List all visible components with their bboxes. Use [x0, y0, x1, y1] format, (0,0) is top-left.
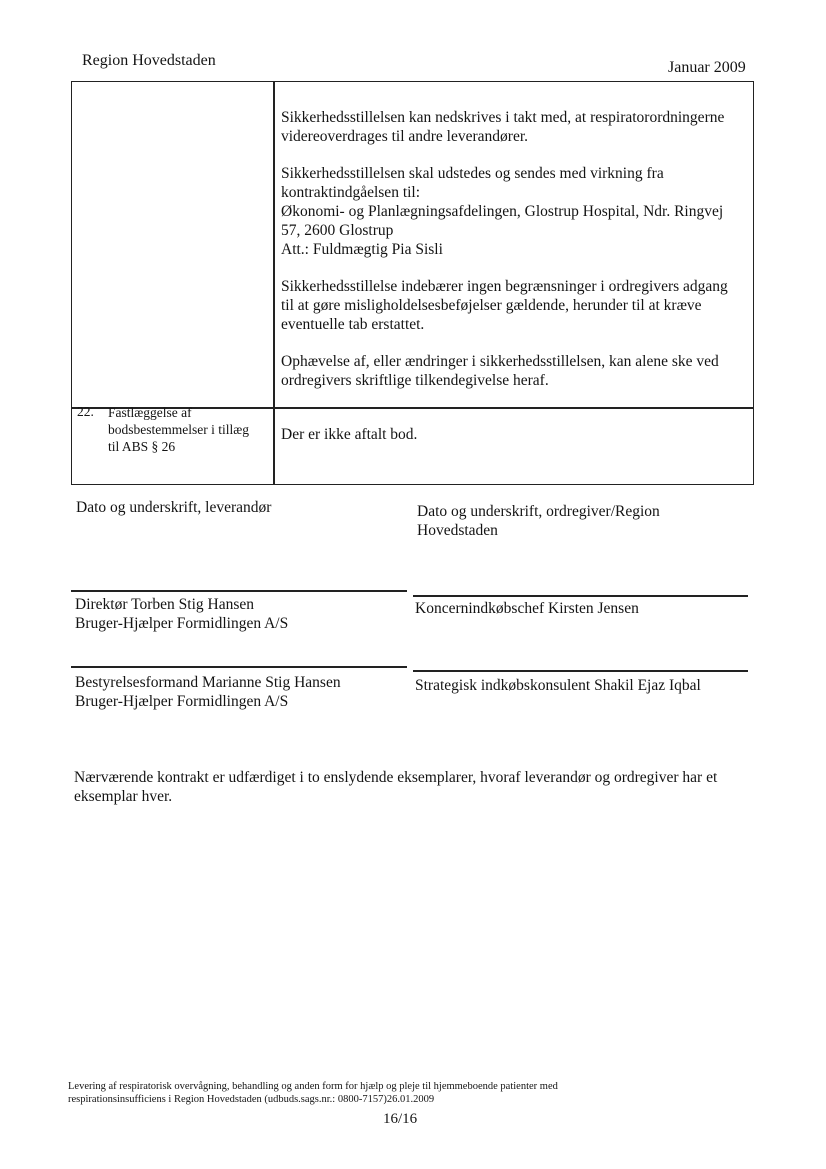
table-row2-number: 22. [77, 404, 94, 419]
table-row1-content [281, 108, 749, 408]
signature-line-buyer-1 [413, 595, 748, 597]
header-date: Januar 2009 [668, 59, 746, 76]
signature-heading-buyer: Dato og underskrift, ordregiver/Region Hovedstaden [417, 503, 660, 539]
table-row2-label: Fastlæggelse af bodsbestemmelser i tillæg til ABS § 26 [108, 405, 249, 454]
signature-line-buyer-2 [413, 670, 748, 672]
signatory-supplier-chairman: Bestyrelsesformand Marianne Stig Hansen Bruger-Hjælper Formidlingen A/S [75, 674, 341, 710]
footer-description: Levering af respiratorisk overvågning, behandling og anden form for hjælp og pleje til hjemmeboende patienter med respirationsinsufficiens i Region Hovedstaden (udbuds.sags.nr.: 0800-7157)26.01.2009 [68, 1081, 558, 1105]
closing-statement: Nærværende kontrakt er udfærdiget i to enslydende eksemplarer, hvoraf leverandør og ordregiver har et eksemplar hver. [74, 769, 718, 805]
signature-line-supplier-2 [71, 666, 407, 668]
paragraph-issuance: Sikkerhedsstillelsen skal udstedes og sendes med virkning fra kontraktindgåelsen til: Økonomi- og Planlægningsafdelingen, Glostrup Hospital, Ndr. Ringvej 57, 2600 Glostrup Att.: Fuldmægtig Pia Sisli [281, 165, 724, 258]
paragraph-reduction: Sikkerhedsstillelsen kan nedskrives i takt med, at respiratorordningerne videreoverdrages til andre leverandører. [281, 109, 725, 145]
table-row2-content: Der er ikke aftalt bod. [281, 426, 418, 443]
signature-heading-supplier: Dato og underskrift, leverandør [76, 499, 272, 516]
signatory-buyer-procurement-chief: Koncernindkøbschef Kirsten Jensen [415, 600, 639, 617]
header-organization: Region Hovedstaden [82, 52, 216, 69]
signatory-buyer-consultant: Strategisk indkøbskonsulent Shakil Ejaz Iqbal [415, 677, 701, 694]
paragraph-no-limitations: Sikkerhedsstillelse indebærer ingen begrænsninger i ordregivers adgang til at gøre misligholdelsesbeføjelser gældende, herunder til at kræve eventuelle tab erstattet. [281, 278, 728, 333]
signatory-supplier-director: Direktør Torben Stig Hansen Bruger-Hjælper Formidlingen A/S [75, 596, 289, 632]
page-number: 16/16 [383, 1111, 418, 1127]
signature-line-supplier-1 [71, 590, 407, 592]
table-column-divider [273, 81, 275, 485]
paragraph-cancellation: Ophævelse af, eller ændringer i sikkerhedsstillelsen, kan alene ske ved ordregivers skriftlige tilkendegivelse heraf. [281, 353, 719, 389]
